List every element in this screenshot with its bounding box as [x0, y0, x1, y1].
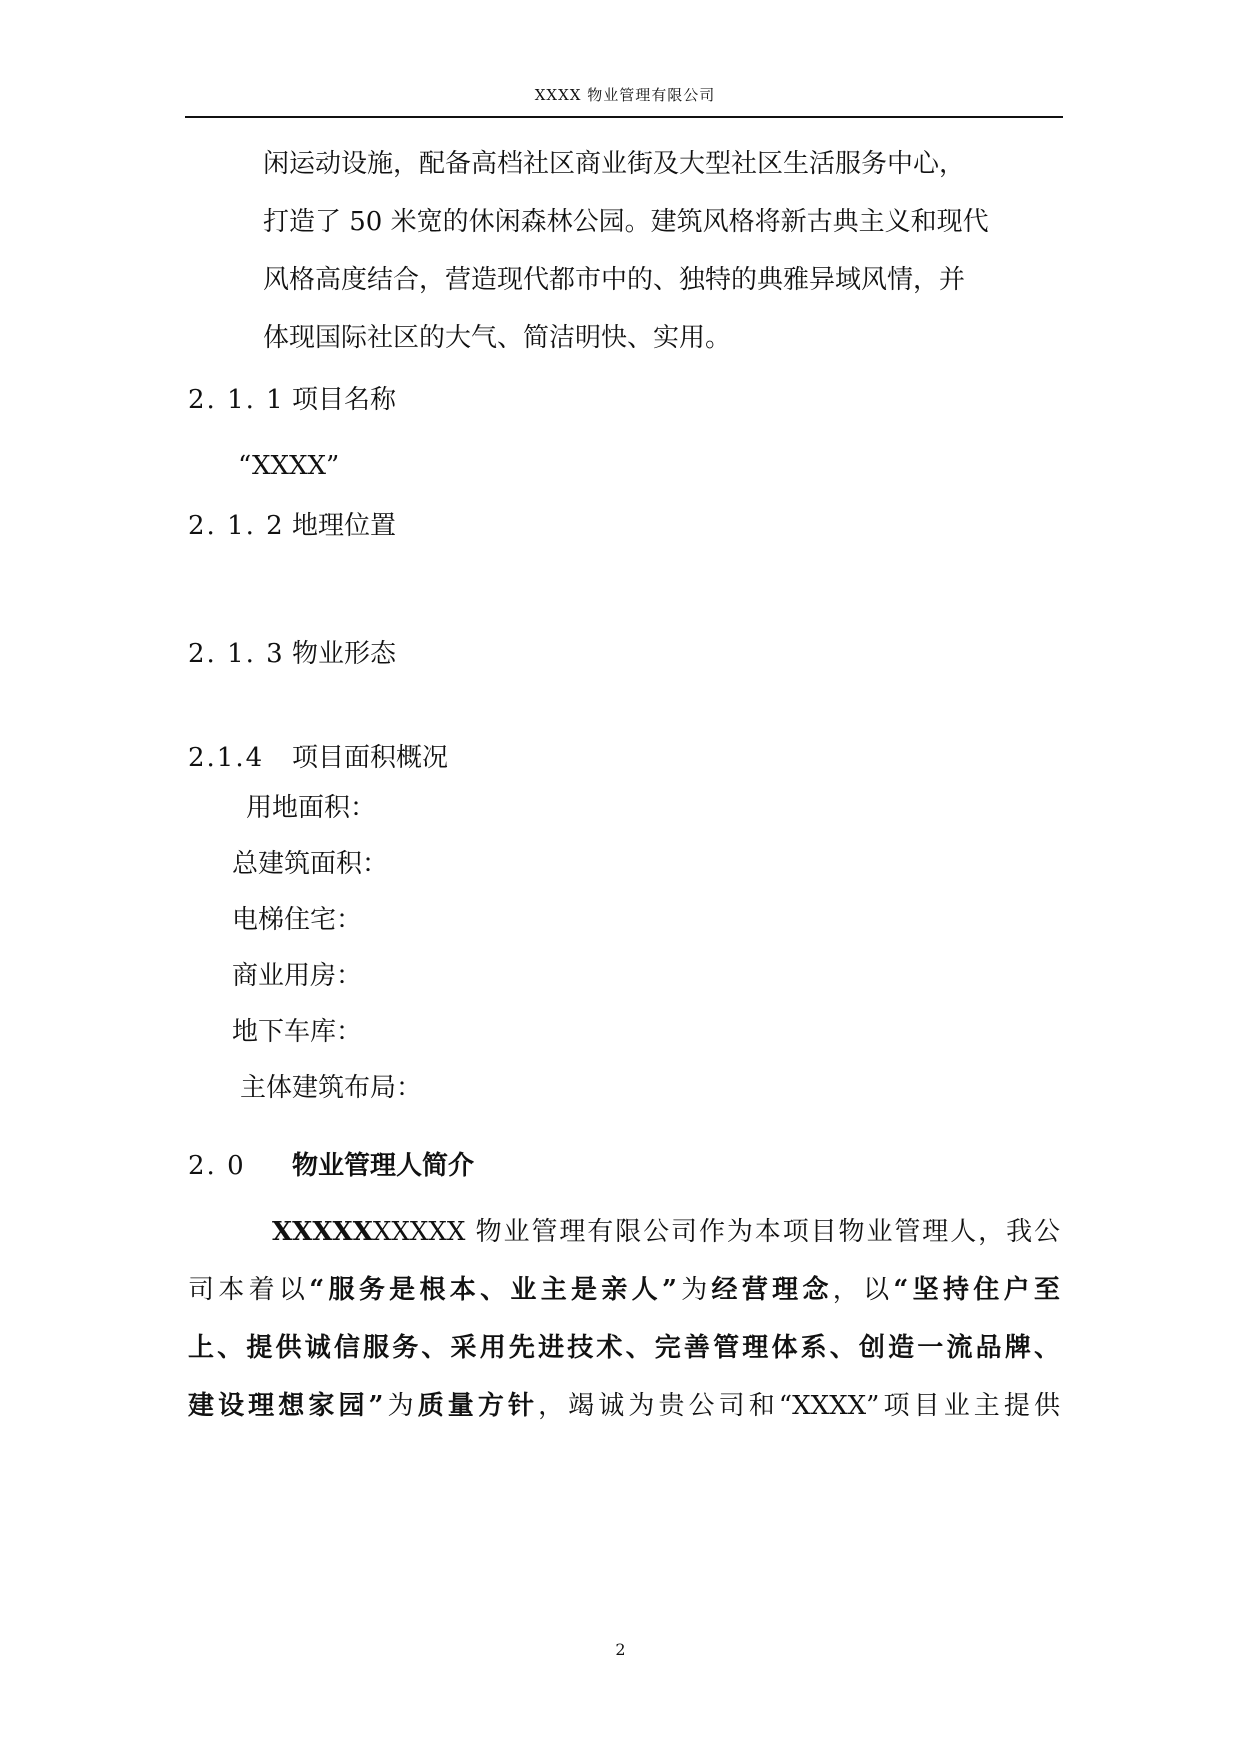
paragraph-text: ，竭诚为贵公司和“XXXX”项目业主提供	[538, 1391, 1060, 1421]
underground-garage-label: 地下车库：	[232, 1017, 363, 1047]
section-number: 2. 0	[188, 1151, 246, 1181]
commercial-housing-label: 商业用房：	[232, 961, 363, 991]
land-area-label: 用地面积：	[246, 793, 377, 823]
building-layout-label: 主体建筑布局：	[240, 1073, 423, 1103]
section-title: 项目名称	[292, 385, 397, 415]
paragraph-bold-text: 质量方针	[417, 1391, 539, 1421]
section-number: 2.1.4	[188, 743, 265, 773]
section-2-1-4-heading	[188, 742, 448, 774]
elevator-residence-label: 电梯住宅：	[232, 905, 363, 935]
intro-paragraph-line-3	[188, 1332, 1060, 1364]
section-2-1-1-heading	[188, 384, 396, 416]
paragraph-text: ，以	[832, 1275, 894, 1305]
paragraph-text: XXXXX 物业管理有限公司作为本项目物业管理人，我公	[372, 1217, 1060, 1247]
paragraph-bold-text: “服务是根本、业主是亲人”	[309, 1275, 677, 1305]
paragraph-bold-text: 建设理想家园”	[188, 1391, 384, 1421]
total-building-area-label: 总建筑面积：	[232, 849, 389, 879]
section-title: 地理位置	[292, 511, 397, 541]
company-name-bold: XXXXX	[272, 1217, 373, 1247]
section-2-1-2-heading	[188, 510, 396, 542]
section-number: 2. 1. 1	[188, 385, 285, 415]
section-2-0-heading	[188, 1150, 474, 1182]
paragraph-bold-text: “坚持住户至	[893, 1275, 1060, 1305]
paragraph-bold-text: 上、提供诚信服务、采用先进技术、完善管理体系、创造一流品牌、	[188, 1333, 1060, 1363]
paragraph-text: 司本着以	[188, 1275, 310, 1305]
intro-line-2: 打造了 50 米宽的休闲森林公园。建筑风格将新古典主义和现代	[263, 207, 989, 237]
intro-paragraph-line-2	[188, 1274, 1060, 1306]
intro-paragraph-line-1	[272, 1216, 1060, 1248]
section-title: 物业形态	[292, 639, 397, 669]
section-number: 2. 1. 3	[188, 639, 285, 669]
intro-paragraph-line-4	[188, 1390, 1060, 1422]
page-header: XXXX 物业管理有限公司	[534, 86, 716, 104]
page-number: 2	[615, 1640, 626, 1659]
section-title: 项目面积概况	[292, 743, 449, 773]
intro-line-4: 体现国际社区的大气、简洁明快、实用。	[263, 323, 732, 353]
paragraph-text: 为	[676, 1275, 712, 1305]
section-number: 2. 1. 2	[188, 511, 285, 541]
intro-line-3: 风格高度结合，营造现代都市中的、独特的典雅异域风情，并	[263, 265, 966, 295]
header-divider	[185, 116, 1063, 118]
paragraph-bold-text: 经营理念	[711, 1275, 833, 1305]
paragraph-text: 为	[383, 1391, 418, 1421]
section-2-1-3-heading	[188, 638, 396, 670]
section-title: 物业管理人简介	[292, 1151, 475, 1181]
project-name-value: “XXXX”	[238, 451, 340, 481]
intro-line-1: 闲运动设施，配备高档社区商业街及大型社区生活服务中心，	[263, 149, 966, 179]
